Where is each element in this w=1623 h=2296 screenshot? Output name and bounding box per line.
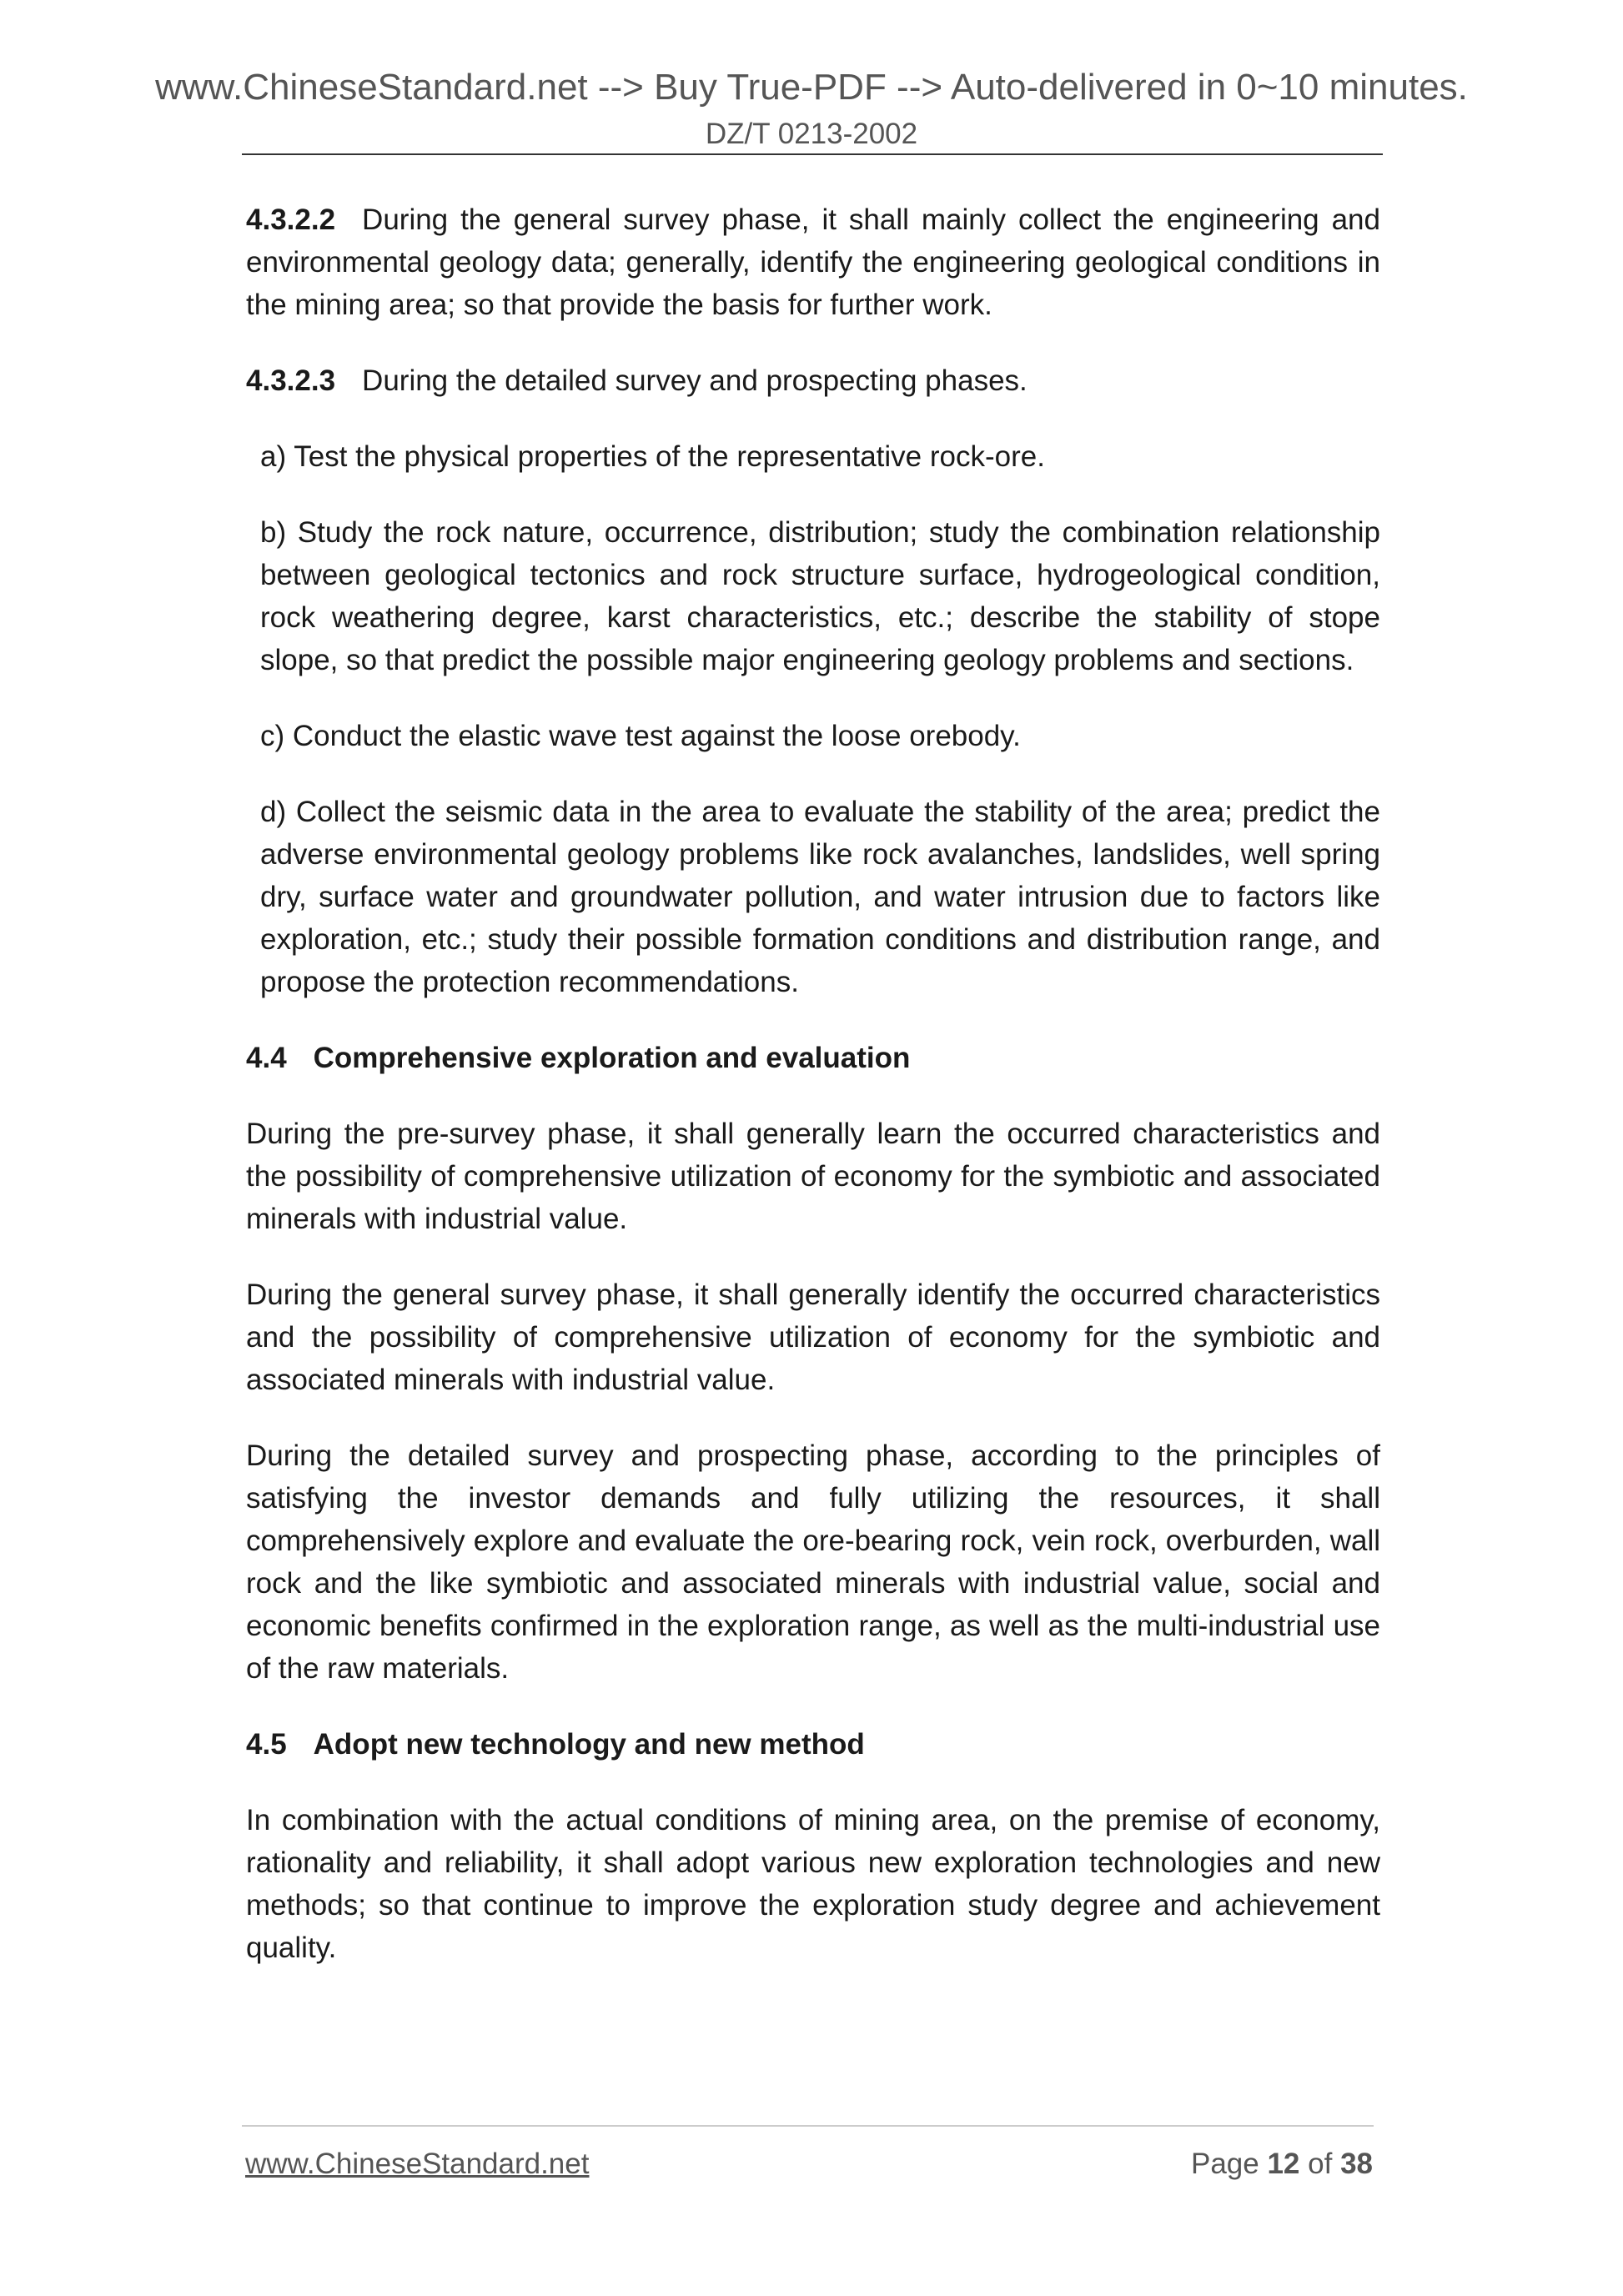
clause-4-3-2-2 bbox=[246, 198, 1380, 326]
page-indicator bbox=[1191, 2146, 1373, 2183]
page-total: 38 bbox=[1340, 2148, 1373, 2180]
standard-code: DZ/T 0213-2002 bbox=[705, 118, 918, 150]
section-heading-4-5 bbox=[246, 1723, 1380, 1766]
page-label: Page bbox=[1190, 2148, 1259, 2180]
footer-divider bbox=[242, 2125, 1374, 2127]
paragraph: During the general survey phase, it shall generally identify the occurred characteristics and the possibility of comprehensive utilization of economy for the symbiotic and associated minerals with industrial value. bbox=[246, 1279, 1380, 1396]
document-body bbox=[246, 198, 1380, 2002]
footer-site-link[interactable]: www.ChineseStandard.net bbox=[245, 2148, 590, 2180]
section-heading-4-4 bbox=[246, 1037, 1380, 1079]
section-title: Comprehensive exploration and evaluation bbox=[313, 1042, 911, 1074]
section-title: Adopt new technology and new method bbox=[313, 1728, 865, 1761]
list-item-d: d) Collect the seismic data in the area to evaluate the stability of the area; predict the adverse environmental geology problems like rock avalanches, landslides, well spring dry, surface water and groundwater pollution, and water intrusion due to factors like exploration, etc.; study their possible formation conditions and distribution range, and propose the protection recommendations. bbox=[260, 796, 1380, 998]
list-item-a: a) Test the physical properties of the representative rock-ore. bbox=[260, 440, 1045, 473]
paragraph: In combination with the actual conditions of mining area, on the premise of economy, rationality and reliability, it shall adopt various new exploration technologies and new methods; so that continue to improve the exploration study degree and achievement quality. bbox=[246, 1804, 1380, 1964]
paragraph: During the detailed survey and prospecting phase, according to the principles of satisfying the investor demands and fully utilizing the resources, it shall comprehensively explore and evaluate the ore-bearing rock, vein rock, overburden, wall rock and the like symbiotic and associated minerals with industrial value, social and economic benefits confirmed in the exploration range, as well as the multi-industrial use of the raw materials. bbox=[246, 1439, 1380, 1685]
section-number: 4.5 bbox=[246, 1728, 287, 1761]
clause-text: During the detailed survey and prospecting phases. bbox=[362, 364, 1028, 397]
page-of: of bbox=[1308, 2148, 1333, 2180]
clause-number: 4.3.2.3 bbox=[246, 364, 336, 397]
list-item-b: b) Study the rock nature, occurrence, distribution; study the combination relationship between geological tectonics and rock structure surface, hydrogeological condition, rock weathering degree, karst characteristics, etc.; describe the stability of stope slope, so that predict the possible major engineering geology problems and sections. bbox=[260, 516, 1380, 676]
header-divider bbox=[242, 153, 1383, 155]
clause-text: During the general survey phase, it shall mainly collect the engineering and environmental geology data; generally, identify the engineering geological conditions in the mining area; so that provide the basis for further work. bbox=[246, 203, 1380, 321]
clause-number: 4.3.2.2 bbox=[246, 203, 336, 236]
section-number: 4.4 bbox=[246, 1042, 287, 1074]
clause-4-3-2-3 bbox=[246, 359, 1380, 402]
list-item-c: c) Conduct the elastic wave test against the loose orebody. bbox=[260, 720, 1021, 752]
page-current: 12 bbox=[1267, 2148, 1300, 2180]
header-banner: www.ChineseStandard.net --> Buy True-PDF --> Auto-delivered in 0~10 minutes. bbox=[155, 67, 1468, 108]
paragraph: During the pre-survey phase, it shall generally learn the occurred characteristics and the possibility of comprehensive utilization of economy for the symbiotic and associated minerals with industrial value. bbox=[246, 1118, 1380, 1235]
